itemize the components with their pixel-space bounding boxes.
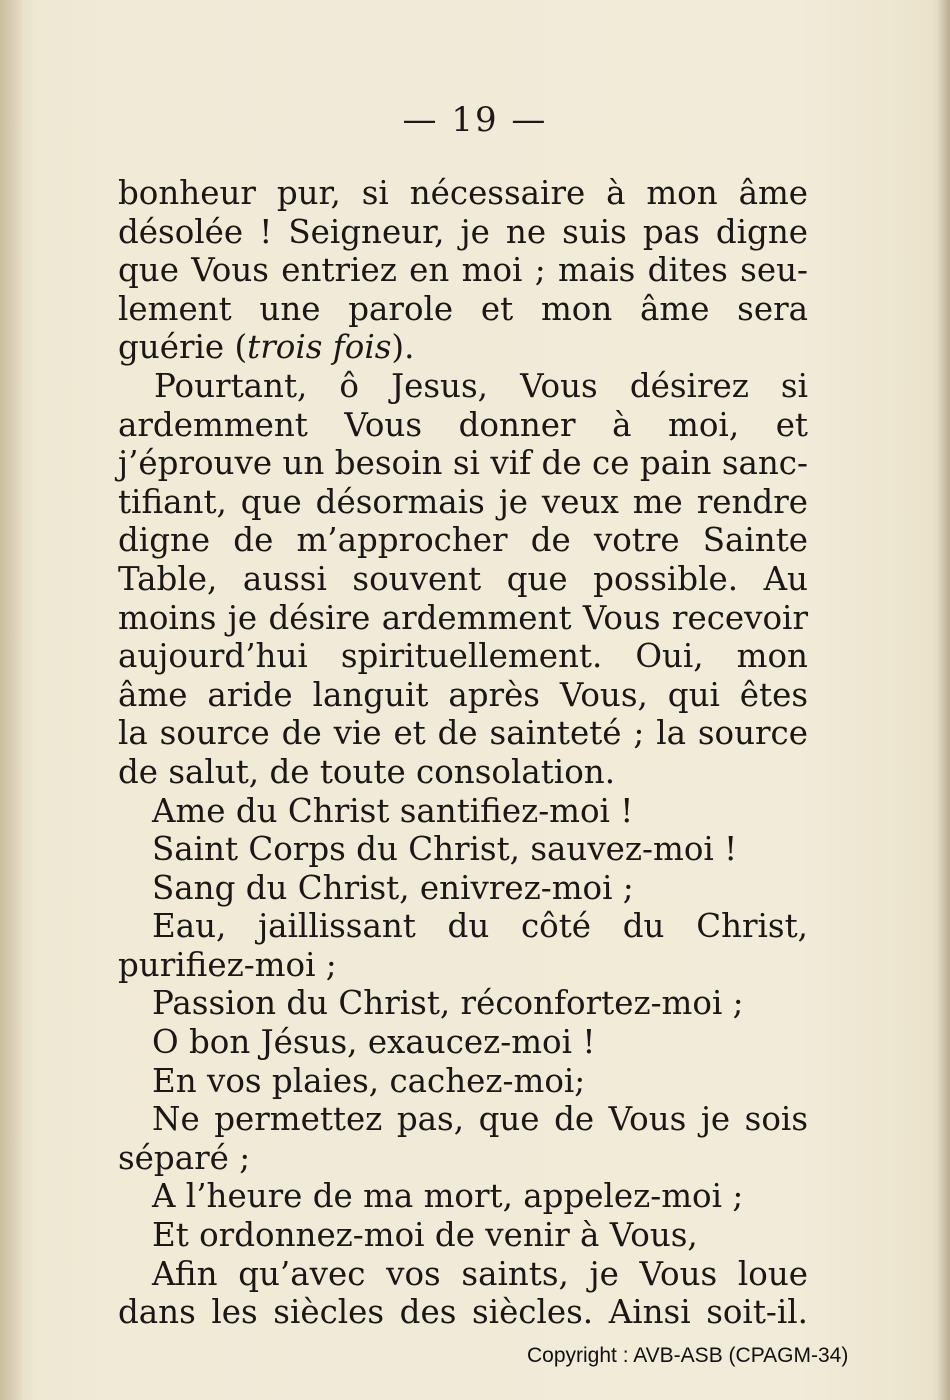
prayer-line: O bon Jésus, exaucez-moi ! xyxy=(152,1023,596,1062)
prayer-line: Sang du Christ, enivrez-moi ; xyxy=(152,868,634,907)
text-line xyxy=(118,328,808,367)
page-edge xyxy=(936,0,950,1400)
page-text xyxy=(118,174,808,1332)
prayer-line: séparé ; xyxy=(118,1138,251,1177)
text-line: j’éprouve un besoin si vif de ce pain sanc- xyxy=(118,444,808,483)
prayer-line: Afin qu’avec vos saints, je Vous loue xyxy=(152,1254,808,1293)
text-line: tifiant, que désormais je veux me rendre xyxy=(118,482,808,521)
prayer-line: En vos plaies, cachez-moi; xyxy=(152,1061,586,1100)
prayer-line: Eau, jaillissant du côté du Christ, xyxy=(152,907,808,946)
text-line: que Vous entriez en moi ; mais dites seu- xyxy=(118,251,808,290)
copyright-notice: Copyright : AVB-ASB (CPAGM-34) xyxy=(527,1344,849,1367)
text-line: désolée ! Seigneur, je ne suis pas digne xyxy=(118,212,808,251)
page-number: — 19 — xyxy=(402,100,548,140)
text-line: Pourtant, ô Jesus, Vous désirez si xyxy=(154,366,808,405)
prayer-line: Saint Corps du Christ, sauvez-moi ! xyxy=(152,830,738,869)
prayer-line: dans les siècles des siècles. Ainsi soit-il. xyxy=(118,1293,808,1332)
text-line: lement une parole et mon âme sera xyxy=(118,289,808,328)
book-spine xyxy=(0,0,22,1400)
text-line: digne de m’approcher de votre Sainte xyxy=(118,521,808,560)
text-fragment: ). xyxy=(391,328,415,367)
text-line: Table, aussi souvent que possible. Au xyxy=(118,559,808,598)
text-line: aujourd’hui spirituellement. Oui, mon xyxy=(118,637,808,676)
prayer-line: purifiez-moi ; xyxy=(118,945,337,984)
prayer-line: Et ordonnez-moi de venir à Vous, xyxy=(152,1216,698,1255)
text-line: âme aride languit après Vous, qui êtes xyxy=(118,675,808,714)
prayer-line: Passion du Christ, réconfortez-moi ; xyxy=(152,984,744,1023)
prayer-line: Ame du Christ santifiez-moi ! xyxy=(152,791,634,830)
text-line: moins je désire ardemment Vous recevoir xyxy=(118,598,808,637)
text-line: bonheur pur, si nécessaire à mon âme xyxy=(118,174,808,212)
text-line: la source de vie et de sainteté ; la source xyxy=(118,714,808,753)
text-line: ardemment Vous donner à moi, et xyxy=(118,405,808,444)
text-line: de salut, de toute consolation. xyxy=(118,752,616,791)
prayer-line: Ne permettez pas, que de Vous je sois xyxy=(152,1100,808,1139)
italic-fragment: trois fois xyxy=(247,328,392,367)
text-fragment: guérie ( xyxy=(118,328,248,367)
prayer-line: A l’heure de ma mort, appelez-moi ; xyxy=(152,1177,744,1216)
